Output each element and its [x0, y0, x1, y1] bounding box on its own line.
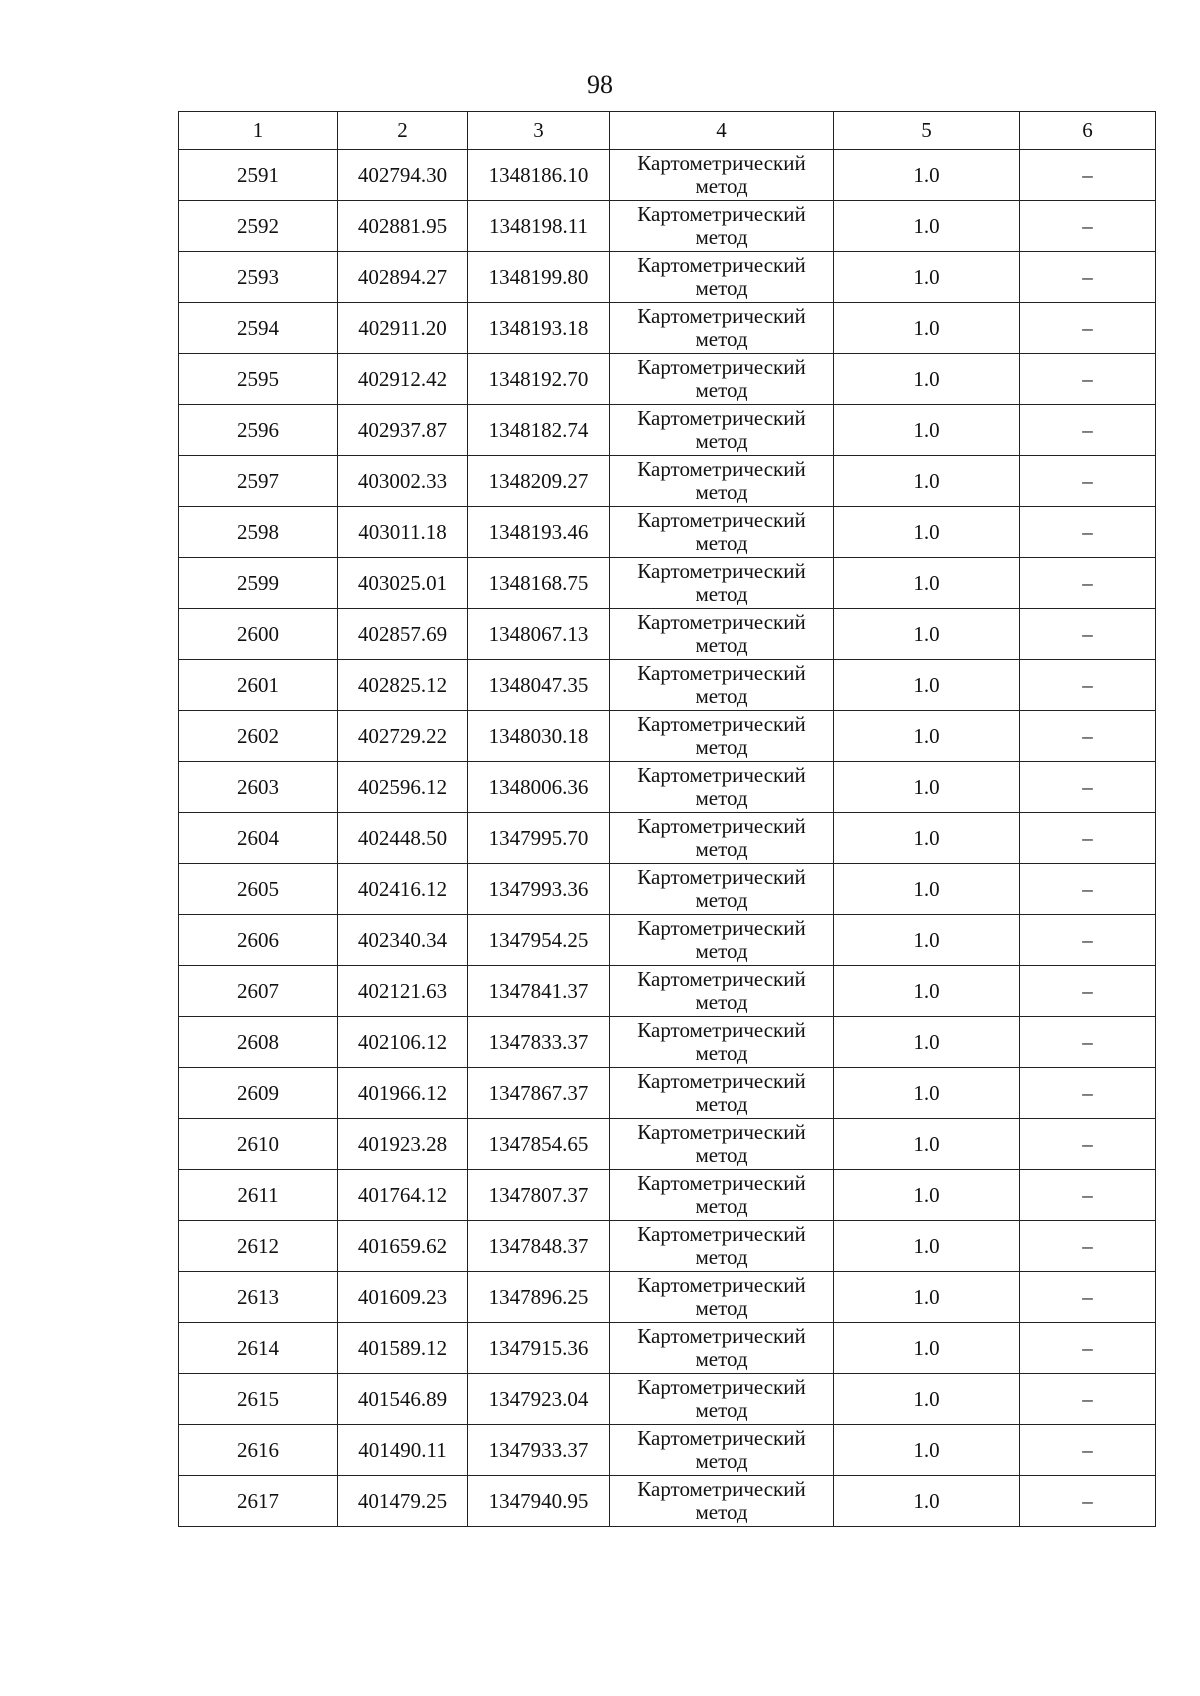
y-coordinate-cell: 1348199.80 [468, 252, 610, 303]
y-coordinate-cell: 1348209.27 [468, 456, 610, 507]
accuracy-cell: 1.0 [834, 354, 1020, 405]
method-line-2: метод [695, 1449, 748, 1473]
note-cell: – [1020, 252, 1156, 303]
note-cell: – [1020, 1068, 1156, 1119]
method-line-1: Картометрический [637, 1477, 806, 1501]
table-row [179, 1221, 1156, 1272]
method-line-2: метод [695, 1041, 748, 1065]
method-cell [610, 1323, 834, 1374]
note-cell: – [1020, 354, 1156, 405]
table-row [179, 1425, 1156, 1476]
accuracy-cell: 1.0 [834, 1272, 1020, 1323]
table-row [179, 966, 1156, 1017]
method-line-2: метод [695, 1500, 748, 1524]
y-coordinate-cell: 1348030.18 [468, 711, 610, 762]
point-number-cell: 2604 [179, 813, 338, 864]
y-coordinate-cell: 1348067.13 [468, 609, 610, 660]
method-line-2: метод [695, 327, 748, 351]
note-cell: – [1020, 1017, 1156, 1068]
note-cell: – [1020, 1119, 1156, 1170]
point-number-cell: 2599 [179, 558, 338, 609]
table-row [179, 354, 1156, 405]
point-number-cell: 2612 [179, 1221, 338, 1272]
method-line-1: Картометрический [637, 151, 806, 175]
method-line-1: Картометрический [637, 865, 806, 889]
y-coordinate-cell: 1348006.36 [468, 762, 610, 813]
accuracy-cell: 1.0 [834, 1323, 1020, 1374]
method-line-1: Картометрический [637, 814, 806, 838]
x-coordinate-cell: 401923.28 [338, 1119, 468, 1170]
method-line-1: Картометрический [637, 712, 806, 736]
accuracy-cell: 1.0 [834, 966, 1020, 1017]
method-cell [610, 150, 834, 201]
method-line-2: метод [695, 1398, 748, 1422]
note-cell: – [1020, 456, 1156, 507]
table-row [179, 762, 1156, 813]
accuracy-cell: 1.0 [834, 762, 1020, 813]
method-cell [610, 813, 834, 864]
method-line-1: Картометрический [637, 1171, 806, 1195]
note-cell: – [1020, 303, 1156, 354]
method-cell [610, 507, 834, 558]
point-number-cell: 2609 [179, 1068, 338, 1119]
method-cell [610, 405, 834, 456]
x-coordinate-cell: 402596.12 [338, 762, 468, 813]
x-coordinate-cell: 403011.18 [338, 507, 468, 558]
method-line-1: Картометрический [637, 202, 806, 226]
x-coordinate-cell: 402416.12 [338, 864, 468, 915]
point-number-cell: 2602 [179, 711, 338, 762]
method-line-2: метод [695, 1143, 748, 1167]
method-cell [610, 609, 834, 660]
note-cell: – [1020, 813, 1156, 864]
method-line-2: метод [695, 888, 748, 912]
x-coordinate-cell: 402448.50 [338, 813, 468, 864]
accuracy-cell: 1.0 [834, 1119, 1020, 1170]
method-line-2: метод [695, 1245, 748, 1269]
method-line-1: Картометрический [637, 1324, 806, 1348]
point-number-cell: 2600 [179, 609, 338, 660]
point-number-cell: 2593 [179, 252, 338, 303]
method-line-1: Картометрический [637, 1069, 806, 1093]
point-number-cell: 2617 [179, 1476, 338, 1527]
table-body [179, 150, 1156, 1527]
point-number-cell: 2613 [179, 1272, 338, 1323]
note-cell: – [1020, 1425, 1156, 1476]
method-line-1: Картометрический [637, 559, 806, 583]
y-coordinate-cell: 1348198.11 [468, 201, 610, 252]
page-number: 98 [587, 70, 613, 99]
table-row [179, 813, 1156, 864]
y-coordinate-cell: 1347933.37 [468, 1425, 610, 1476]
x-coordinate-cell: 402894.27 [338, 252, 468, 303]
y-coordinate-cell: 1347841.37 [468, 966, 610, 1017]
method-cell [610, 1374, 834, 1425]
method-line-1: Картометрический [637, 508, 806, 532]
accuracy-cell: 1.0 [834, 1017, 1020, 1068]
method-cell [610, 252, 834, 303]
header-col-3: 3 [468, 112, 610, 150]
x-coordinate-cell: 403002.33 [338, 456, 468, 507]
method-line-2: метод [695, 1296, 748, 1320]
table-row [179, 1323, 1156, 1374]
method-line-2: метод [695, 276, 748, 300]
y-coordinate-cell: 1347807.37 [468, 1170, 610, 1221]
point-number-cell: 2616 [179, 1425, 338, 1476]
method-line-2: метод [695, 429, 748, 453]
method-cell [610, 354, 834, 405]
accuracy-cell: 1.0 [834, 303, 1020, 354]
y-coordinate-cell: 1347867.37 [468, 1068, 610, 1119]
x-coordinate-cell: 402794.30 [338, 150, 468, 201]
method-cell [610, 1017, 834, 1068]
method-line-2: метод [695, 633, 748, 657]
x-coordinate-cell: 402857.69 [338, 609, 468, 660]
method-cell [610, 1119, 834, 1170]
x-coordinate-cell: 401589.12 [338, 1323, 468, 1374]
table-header [179, 112, 1156, 150]
method-line-1: Картометрический [637, 253, 806, 277]
table-row [179, 405, 1156, 456]
accuracy-cell: 1.0 [834, 150, 1020, 201]
note-cell: – [1020, 1221, 1156, 1272]
y-coordinate-cell: 1347995.70 [468, 813, 610, 864]
header-col-5: 5 [834, 112, 1020, 150]
x-coordinate-cell: 401490.11 [338, 1425, 468, 1476]
table-row [179, 1272, 1156, 1323]
note-cell: – [1020, 201, 1156, 252]
method-line-1: Картометрический [637, 967, 806, 991]
table-row [179, 1068, 1156, 1119]
accuracy-cell: 1.0 [834, 507, 1020, 558]
point-number-cell: 2598 [179, 507, 338, 558]
accuracy-cell: 1.0 [834, 1374, 1020, 1425]
point-number-cell: 2601 [179, 660, 338, 711]
y-coordinate-cell: 1348193.18 [468, 303, 610, 354]
method-line-1: Картометрический [637, 457, 806, 481]
note-cell: – [1020, 1323, 1156, 1374]
note-cell: – [1020, 405, 1156, 456]
x-coordinate-cell: 402911.20 [338, 303, 468, 354]
method-line-2: метод [695, 990, 748, 1014]
y-coordinate-cell: 1347833.37 [468, 1017, 610, 1068]
note-cell: – [1020, 711, 1156, 762]
point-number-cell: 2605 [179, 864, 338, 915]
y-coordinate-cell: 1348192.70 [468, 354, 610, 405]
method-cell [610, 864, 834, 915]
note-cell: – [1020, 1272, 1156, 1323]
header-col-4: 4 [610, 112, 834, 150]
y-coordinate-cell: 1348193.46 [468, 507, 610, 558]
note-cell: – [1020, 660, 1156, 711]
method-line-2: метод [695, 735, 748, 759]
accuracy-cell: 1.0 [834, 711, 1020, 762]
accuracy-cell: 1.0 [834, 864, 1020, 915]
method-line-1: Картометрический [637, 1018, 806, 1042]
method-line-2: метод [695, 225, 748, 249]
x-coordinate-cell: 402121.63 [338, 966, 468, 1017]
point-number-cell: 2596 [179, 405, 338, 456]
method-line-1: Картометрический [637, 1222, 806, 1246]
point-number-cell: 2595 [179, 354, 338, 405]
x-coordinate-cell: 401659.62 [338, 1221, 468, 1272]
accuracy-cell: 1.0 [834, 1476, 1020, 1527]
point-number-cell: 2614 [179, 1323, 338, 1374]
note-cell: – [1020, 1170, 1156, 1221]
accuracy-cell: 1.0 [834, 609, 1020, 660]
point-number-cell: 2615 [179, 1374, 338, 1425]
header-col-1: 1 [179, 112, 338, 150]
x-coordinate-cell: 402912.42 [338, 354, 468, 405]
method-line-1: Картометрический [637, 406, 806, 430]
x-coordinate-cell: 401966.12 [338, 1068, 468, 1119]
method-line-2: метод [695, 480, 748, 504]
method-cell [610, 558, 834, 609]
note-cell: – [1020, 864, 1156, 915]
accuracy-cell: 1.0 [834, 660, 1020, 711]
accuracy-cell: 1.0 [834, 915, 1020, 966]
table-row [179, 1476, 1156, 1527]
x-coordinate-cell: 401479.25 [338, 1476, 468, 1527]
method-line-2: метод [695, 531, 748, 555]
y-coordinate-cell: 1348186.10 [468, 150, 610, 201]
note-cell: – [1020, 150, 1156, 201]
method-line-1: Картометрический [637, 1273, 806, 1297]
accuracy-cell: 1.0 [834, 201, 1020, 252]
accuracy-cell: 1.0 [834, 1425, 1020, 1476]
note-cell: – [1020, 966, 1156, 1017]
method-line-2: метод [695, 837, 748, 861]
table-row [179, 1017, 1156, 1068]
method-line-2: метод [695, 1194, 748, 1218]
table-row [179, 558, 1156, 609]
table-row [179, 660, 1156, 711]
table-row [179, 1170, 1156, 1221]
method-cell [610, 1221, 834, 1272]
table-row [179, 303, 1156, 354]
y-coordinate-cell: 1347896.25 [468, 1272, 610, 1323]
x-coordinate-cell: 401609.23 [338, 1272, 468, 1323]
method-line-2: метод [695, 174, 748, 198]
method-cell [610, 1068, 834, 1119]
table-row [179, 507, 1156, 558]
coordinates-table [178, 111, 1156, 1527]
method-line-2: метод [695, 582, 748, 606]
table-row [179, 711, 1156, 762]
note-cell: – [1020, 915, 1156, 966]
method-line-1: Картометрический [637, 1426, 806, 1450]
table-row [179, 864, 1156, 915]
header-col-2: 2 [338, 112, 468, 150]
method-line-1: Картометрический [637, 916, 806, 940]
table-row [179, 1374, 1156, 1425]
table-row [179, 456, 1156, 507]
method-cell [610, 711, 834, 762]
y-coordinate-cell: 1347848.37 [468, 1221, 610, 1272]
point-number-cell: 2594 [179, 303, 338, 354]
accuracy-cell: 1.0 [834, 558, 1020, 609]
x-coordinate-cell: 402937.87 [338, 405, 468, 456]
point-number-cell: 2607 [179, 966, 338, 1017]
method-cell [610, 201, 834, 252]
accuracy-cell: 1.0 [834, 405, 1020, 456]
method-line-2: метод [695, 1092, 748, 1116]
method-line-2: метод [695, 378, 748, 402]
x-coordinate-cell: 402106.12 [338, 1017, 468, 1068]
x-coordinate-cell: 402729.22 [338, 711, 468, 762]
table-row [179, 201, 1156, 252]
note-cell: – [1020, 609, 1156, 660]
method-cell [610, 660, 834, 711]
method-cell [610, 915, 834, 966]
table-row [179, 1119, 1156, 1170]
y-coordinate-cell: 1347993.36 [468, 864, 610, 915]
accuracy-cell: 1.0 [834, 1221, 1020, 1272]
method-cell [610, 966, 834, 1017]
y-coordinate-cell: 1347915.36 [468, 1323, 610, 1374]
accuracy-cell: 1.0 [834, 813, 1020, 864]
point-number-cell: 2608 [179, 1017, 338, 1068]
accuracy-cell: 1.0 [834, 252, 1020, 303]
method-line-2: метод [695, 1347, 748, 1371]
method-cell [610, 1476, 834, 1527]
method-line-2: метод [695, 939, 748, 963]
note-cell: – [1020, 507, 1156, 558]
method-line-1: Картометрический [637, 355, 806, 379]
method-cell [610, 1272, 834, 1323]
point-number-cell: 2592 [179, 201, 338, 252]
method-line-2: метод [695, 684, 748, 708]
note-cell: – [1020, 1374, 1156, 1425]
x-coordinate-cell: 402340.34 [338, 915, 468, 966]
note-cell: – [1020, 1476, 1156, 1527]
method-cell [610, 1170, 834, 1221]
y-coordinate-cell: 1348168.75 [468, 558, 610, 609]
x-coordinate-cell: 402881.95 [338, 201, 468, 252]
point-number-cell: 2597 [179, 456, 338, 507]
method-cell [610, 303, 834, 354]
method-line-1: Картометрический [637, 1120, 806, 1144]
table-row [179, 609, 1156, 660]
note-cell: – [1020, 762, 1156, 813]
method-line-2: метод [695, 786, 748, 810]
method-line-1: Картометрический [637, 304, 806, 328]
method-cell [610, 456, 834, 507]
header-col-6: 6 [1020, 112, 1156, 150]
point-number-cell: 2603 [179, 762, 338, 813]
point-number-cell: 2611 [179, 1170, 338, 1221]
x-coordinate-cell: 402825.12 [338, 660, 468, 711]
y-coordinate-cell: 1347923.04 [468, 1374, 610, 1425]
method-cell [610, 1425, 834, 1476]
note-cell: – [1020, 558, 1156, 609]
accuracy-cell: 1.0 [834, 1068, 1020, 1119]
point-number-cell: 2606 [179, 915, 338, 966]
x-coordinate-cell: 401764.12 [338, 1170, 468, 1221]
method-line-1: Картометрический [637, 610, 806, 634]
table-row [179, 915, 1156, 966]
x-coordinate-cell: 403025.01 [338, 558, 468, 609]
method-line-1: Картометрический [637, 763, 806, 787]
header-row [179, 112, 1156, 150]
point-number-cell: 2610 [179, 1119, 338, 1170]
accuracy-cell: 1.0 [834, 1170, 1020, 1221]
x-coordinate-cell: 401546.89 [338, 1374, 468, 1425]
y-coordinate-cell: 1347940.95 [468, 1476, 610, 1527]
y-coordinate-cell: 1348047.35 [468, 660, 610, 711]
y-coordinate-cell: 1348182.74 [468, 405, 610, 456]
table-row [179, 252, 1156, 303]
point-number-cell: 2591 [179, 150, 338, 201]
y-coordinate-cell: 1347954.25 [468, 915, 610, 966]
method-line-1: Картометрический [637, 1375, 806, 1399]
y-coordinate-cell: 1347854.65 [468, 1119, 610, 1170]
method-line-1: Картометрический [637, 661, 806, 685]
accuracy-cell: 1.0 [834, 456, 1020, 507]
table-row [179, 150, 1156, 201]
method-cell [610, 762, 834, 813]
